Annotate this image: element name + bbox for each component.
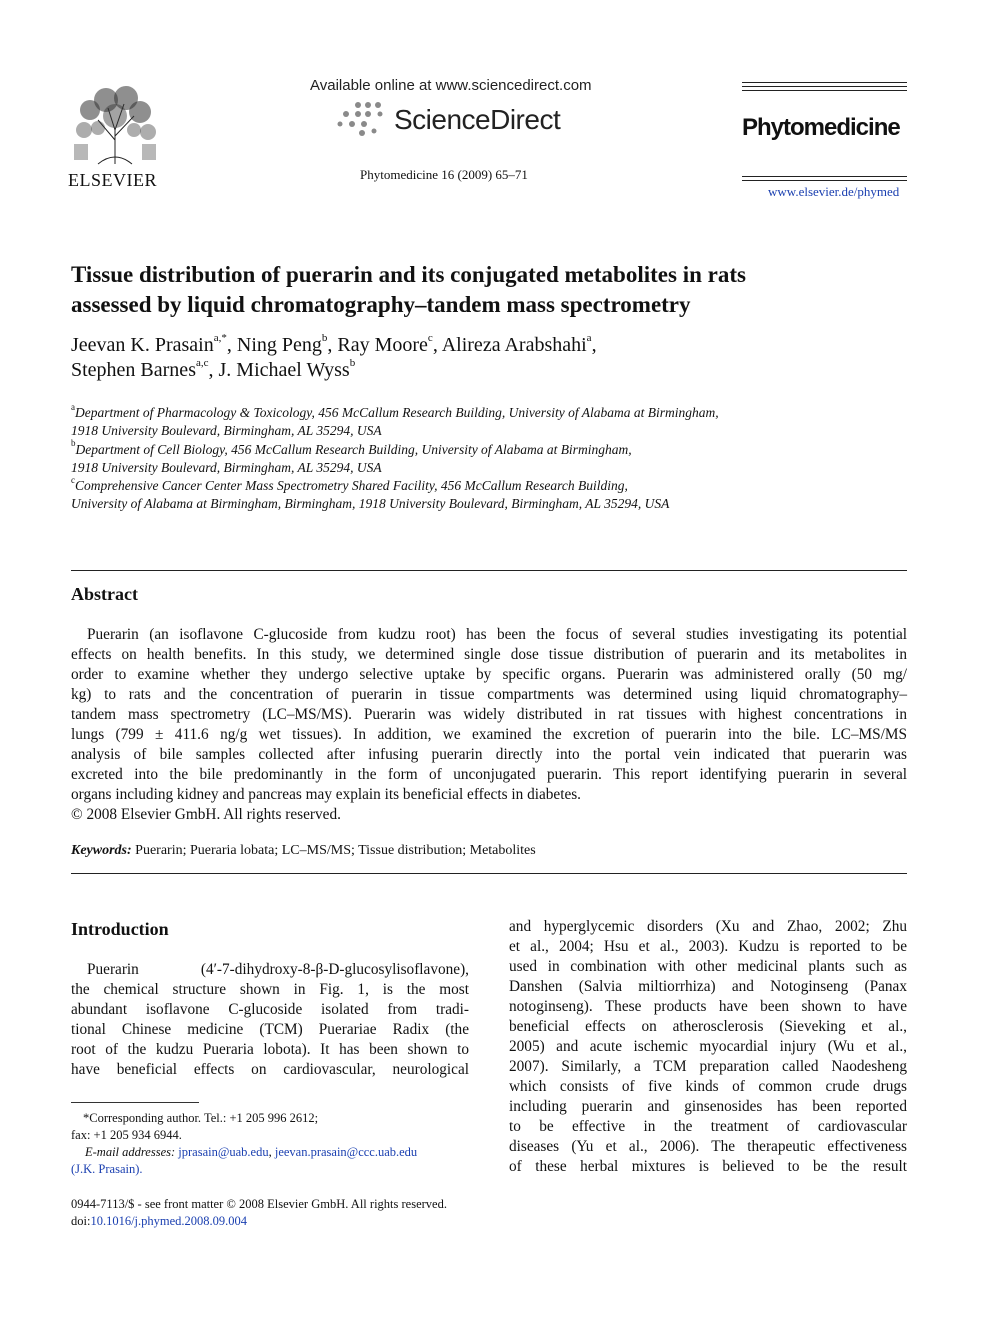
abstract-body bbox=[71, 625, 907, 825]
intro-line: Danshen (Salvia miltiorrhiza) and Notoginseng (Panax bbox=[509, 978, 907, 995]
author-separator: , bbox=[432, 334, 442, 356]
abstract-top-rule bbox=[71, 570, 907, 571]
intro-line: Puerarin (4′-7-dihydroxy-8-β-D-glucosylisoflavone), bbox=[87, 961, 469, 978]
affiliation-mark: c bbox=[71, 474, 75, 485]
publisher-name: ELSEVIER bbox=[68, 170, 157, 190]
journal-url-link[interactable]: www.elsevier.de/phymed bbox=[768, 184, 900, 199]
author-name[interactable]: Ray Moore bbox=[337, 334, 428, 356]
author-affiliation-mark: a,c bbox=[195, 357, 209, 370]
email-owner[interactable]: (J.K. Prasain). bbox=[71, 1162, 143, 1176]
affiliation-text: Comprehensive Cancer Center Mass Spectrometry Shared Facility, 456 McCallum Research Building, bbox=[75, 478, 628, 494]
intro-line: 2005) and acute ischemic myocardial injury (Wu et al., bbox=[509, 1038, 907, 1055]
title-line-2: assessed by liquid chromatography–tandem mass spectrometry bbox=[71, 292, 691, 317]
article-title bbox=[71, 260, 911, 320]
abstract-line: kg) to rats and the concentration of puerarin in tissue compartments was determined using liquid chromatography– bbox=[71, 686, 907, 703]
intro-column-left bbox=[71, 960, 469, 1080]
abstract-line: lungs (799 ± 411.6 ng/g wet tissues). In addition, we examined the excretion of puerarin into the bile. LC–MS/MS bbox=[71, 726, 907, 743]
author-line-1 bbox=[71, 333, 911, 358]
intro-line: which consists of five kinds of common crude drugs bbox=[509, 1078, 907, 1095]
abstract-line: analysis of bile samples collected after infusing puerarin directly into the portal vein indicated that puerarin was bbox=[71, 746, 907, 763]
header-rule-5 bbox=[742, 180, 907, 181]
intro-line: and hyperglycemic disorders (Xu and Zhao, 2002; Zhu bbox=[509, 918, 907, 935]
author-affiliation-mark: a,* bbox=[213, 332, 227, 345]
affiliation-a-line-1 bbox=[71, 401, 911, 422]
journal-name: Phytomedicine bbox=[742, 114, 900, 141]
footnote-rule bbox=[71, 1102, 199, 1103]
doi-line bbox=[71, 1213, 447, 1230]
title-line-1: Tissue distribution of puerarin and its conjugated metabolites in rats bbox=[71, 262, 746, 287]
author-name[interactable]: Stephen Barnes bbox=[71, 359, 196, 381]
author-separator: , bbox=[208, 359, 219, 381]
abstract-line: organs including kidney and pancreas may explain its beneficial effects in diabetes. bbox=[71, 786, 582, 803]
issn-line: 0944-7113/$ - see front matter © 2008 Elsevier GmbH. All rights reserved. bbox=[71, 1197, 447, 1211]
front-matter bbox=[71, 1196, 447, 1230]
intro-line: the chemical structure shown in Fig. 1, is the most bbox=[71, 981, 469, 998]
intro-line: have beneficial effects on cardiovascular, neurological bbox=[71, 1061, 469, 1078]
copyright-line: © 2008 Elsevier GmbH. All rights reserved. bbox=[71, 806, 341, 823]
header-rule-2 bbox=[742, 86, 907, 87]
sciencedirect-logo[interactable] bbox=[336, 100, 576, 140]
intro-line: beneficial effects on atherosclerosis (Sieveking et al., bbox=[509, 1018, 907, 1035]
intro-line: notoginseng). These products have been shown to have bbox=[509, 998, 907, 1015]
affiliation-c-line-2: University of Alabama at Birmingham, Birmingham, 1918 University Boulevard, Birmingham, AL 35294, USA bbox=[71, 496, 670, 512]
available-online-text: Available online at www.sciencedirect.com bbox=[310, 77, 592, 94]
abstract-line: effects on health benefits. In this study, we determined single dose tissue distribution of puerarin and its metabolites in bbox=[71, 646, 907, 663]
author-affiliation-mark: c bbox=[427, 332, 433, 345]
abstract-line: tandem mass spectrometry (LC–MS/MS). Puerarin was widely distributed in rat tissues with highest concentrations in bbox=[71, 706, 907, 723]
intro-line: to be effective in the treatment of cardiovascular bbox=[509, 1118, 907, 1135]
affiliation-text: Department of Pharmacology & Toxicology, 456 McCallum Research Building, University of Alabama at Birmingham, bbox=[75, 405, 719, 420]
intro-line: of these herbal mixtures is believed to be the result bbox=[509, 1158, 907, 1175]
header-rule-4 bbox=[742, 176, 907, 177]
author-separator: , bbox=[327, 334, 338, 356]
affiliation-c-line-1 bbox=[71, 474, 911, 495]
author-separator: , bbox=[226, 334, 237, 356]
intro-line: et al., 2004; Hsu et al., 2003). Kudzu is reported to be bbox=[509, 938, 907, 955]
header-rule-1 bbox=[742, 82, 907, 83]
author-name[interactable]: Jeevan K. Prasain bbox=[71, 334, 214, 356]
sciencedirect-dots-icon bbox=[336, 100, 394, 138]
author-affiliation-mark: b bbox=[321, 332, 328, 345]
keywords-list: Puerarin; Pueraria lobata; LC–MS/MS; Tissue distribution; Metabolites bbox=[135, 843, 536, 858]
author-separator: , bbox=[591, 334, 597, 356]
intro-line: including puerarin and ginsenosides has been reported bbox=[509, 1098, 907, 1115]
email-link-1[interactable]: jprasain@uab.edu bbox=[178, 1145, 269, 1159]
author-affiliation-mark: a bbox=[586, 332, 592, 345]
footnotes bbox=[71, 1110, 471, 1178]
affiliation-mark: a bbox=[71, 401, 75, 412]
elsevier-tree-icon bbox=[68, 80, 162, 166]
author-name[interactable]: J. Michael Wyss bbox=[218, 359, 350, 381]
abstract-bottom-rule bbox=[71, 873, 907, 874]
intro-line: root of the kudzu Pueraria lobota). It has been shown to bbox=[71, 1041, 469, 1058]
affiliation-b-line-2: 1918 University Boulevard, Birmingham, AL 35294, USA bbox=[71, 459, 382, 475]
corresponding-author-note: *Corresponding author. Tel.: +1 205 996 2612; bbox=[83, 1111, 319, 1125]
introduction-heading: Introduction bbox=[71, 919, 169, 939]
doi-link[interactable]: 10.1016/j.phymed.2008.09.004 bbox=[90, 1214, 248, 1228]
fax-note: fax: +1 205 934 6944. bbox=[71, 1128, 182, 1142]
abstract-line: order to examine whether they undergo selective uptake by specific organs. Puerarin was administered orally (50 mg/ bbox=[71, 666, 907, 683]
elsevier-logo bbox=[68, 80, 162, 190]
doi-label: doi: bbox=[71, 1214, 91, 1228]
abstract-line: Puerarin (an isoflavone C-glucoside from kudzu root) has been the focus of several studies investigating its potential bbox=[87, 626, 907, 643]
affiliation-a-line-2: 1918 University Boulevard, Birmingham, AL 35294, USA bbox=[71, 423, 382, 439]
author-affiliation-mark: b bbox=[349, 357, 356, 370]
header-rule-3 bbox=[742, 90, 907, 91]
keywords bbox=[71, 843, 536, 859]
author-name[interactable]: Ning Peng bbox=[236, 334, 322, 356]
email-label: E-mail addresses: bbox=[85, 1145, 176, 1159]
intro-line: used in combination with other medicinal plants such as bbox=[509, 958, 907, 975]
journal-citation: Phytomedicine 16 (2009) 65–71 bbox=[360, 167, 528, 182]
intro-line: abundant isoflavone C-glucoside isolated from tradi- bbox=[71, 1001, 469, 1018]
intro-line: 2007). Similarly, a TCM preparation called Naodesheng bbox=[509, 1058, 907, 1075]
author-line-2 bbox=[71, 358, 911, 383]
keywords-label: Keywords: bbox=[71, 843, 132, 858]
intro-line: tional Chinese medicine (TCM) Puerariae Radix (the bbox=[71, 1021, 469, 1038]
author-name[interactable]: Alireza Arabshahi bbox=[441, 334, 587, 356]
affiliation-mark: b bbox=[71, 438, 76, 449]
email-note: E-mail addresses: jprasain@uab.edu, jeevan.prasain@ccc.uab.edu bbox=[85, 1145, 418, 1159]
affiliation-text: Department of Cell Biology, 456 McCallum Research Building, University of Alabama at Birmingham, bbox=[75, 441, 632, 457]
abstract-line: excreted into the bile predominantly in the form of unconjugated puerarin. This report identifying puerarin in several bbox=[71, 766, 907, 783]
affiliations bbox=[71, 401, 911, 514]
intro-column-right bbox=[509, 917, 907, 1177]
affiliation-b-line-1 bbox=[71, 438, 911, 459]
abstract-heading: Abstract bbox=[71, 584, 138, 604]
sciencedirect-wordmark: ScienceDirect bbox=[394, 104, 561, 135]
author-list bbox=[71, 333, 911, 383]
email-link-2[interactable]: jeevan.prasain@ccc.uab.edu bbox=[274, 1145, 418, 1159]
intro-line: diseases (Yu et al., 2006). The therapeutic effectiveness bbox=[509, 1138, 907, 1155]
